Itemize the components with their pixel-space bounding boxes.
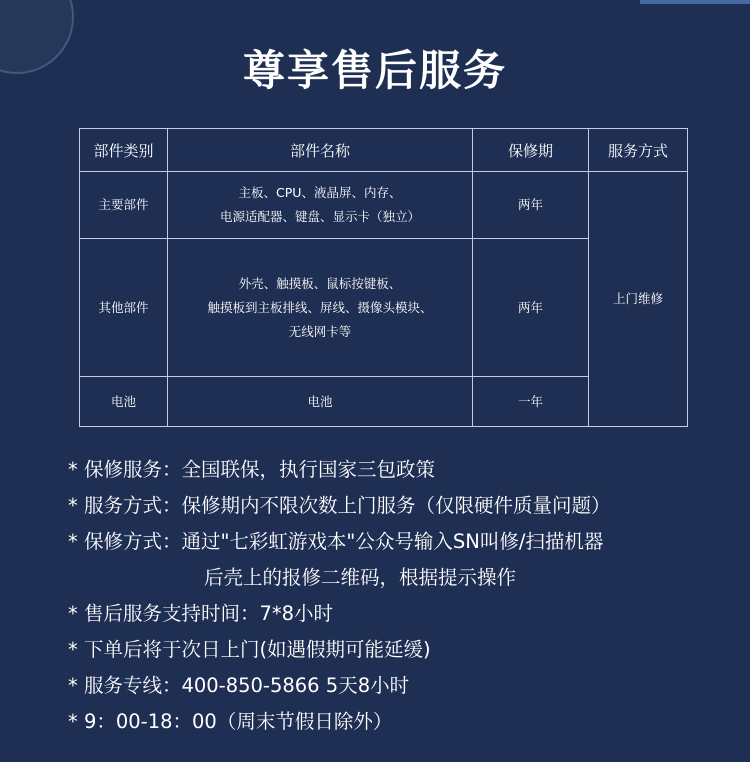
header-warranty: 保修期 [473,129,589,172]
table-header-row [80,129,688,172]
header-service-method: 服务方式 [589,129,688,172]
part-names-cell [168,239,473,377]
warranty-cell: 一年 [473,377,589,427]
part-name-line: 无线网卡等 [288,323,352,339]
note-repair-method-continued: 后壳上的报修二维码，根据提示操作 [204,566,517,589]
table-row [80,172,688,239]
page-title: 尊享售后服务 [242,46,507,95]
header-category: 部件类别 [80,129,168,172]
part-name-line: 触摸板到主板排线、屏线、摄像头模块、 [207,299,433,315]
part-name-line: 电源适配器、键盘、显示卡（独立） [219,209,420,224]
warranty-cell: 两年 [473,239,589,377]
header-part-name: 部件名称 [168,129,473,172]
part-name-line: 主板、CPU、液晶屏、内存、 [238,185,402,200]
warranty-cell: 两年 [473,172,589,239]
note-support-hours: * 售后服务支持时间：7*8小时 [68,602,334,625]
part-name-line: 电池 [307,393,333,409]
category-cell: 电池 [80,377,168,427]
part-name-line: 外壳、触摸板、鼠标按键板、 [238,275,402,291]
part-names-cell [168,172,473,239]
part-names-cell [168,377,473,427]
note-service-method: * 服务方式：保修期内不限次数上门服务（仅限硬件质量问题） [68,494,611,517]
note-onsite-schedule: * 下单后将于次日上门(如遇假期可能延缓) [68,638,431,661]
note-warranty-service: * 保修服务：全国联保，执行国家三包政策 [68,458,435,481]
service-method-cell: 上门维修 [589,172,688,427]
note-hotline: * 服务专线：400-850-5866 5天8小时 [68,674,410,697]
service-notes [68,452,738,740]
category-cell: 主要部件 [80,172,168,239]
decorative-top-bar [640,0,750,4]
note-repair-method: * 保修方式：通过"七彩虹游戏本"公众号输入SN叫修/扫描机器 [68,530,604,553]
warranty-table [79,128,688,427]
note-business-hours: * 9：00-18：00（周末节假日除外） [68,710,393,733]
category-cell: 其他部件 [80,239,168,377]
